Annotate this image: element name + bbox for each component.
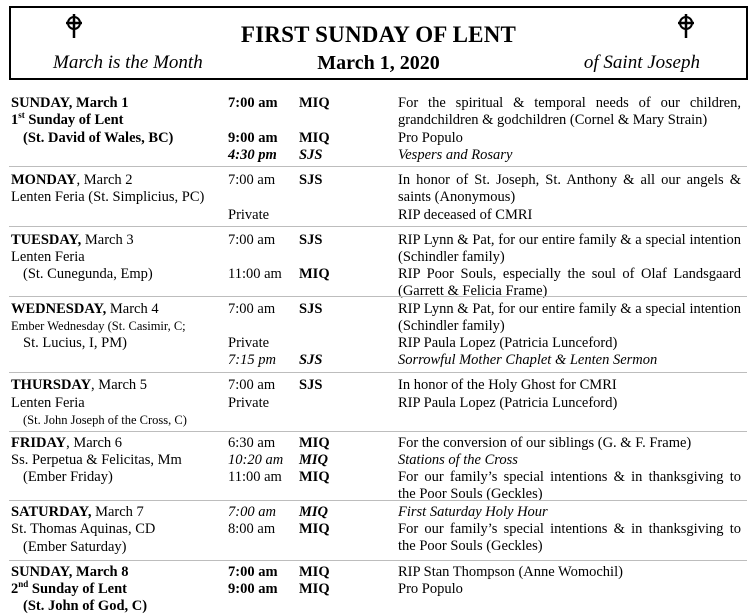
day-heading: MONDAY, March 2 [11, 172, 133, 188]
divider [9, 296, 747, 297]
mass-time: Private [228, 207, 270, 223]
mass-intention: RIP Paula Lopez (Patricia Lunceford) [398, 395, 618, 411]
mass-location: MIQ [299, 521, 330, 537]
mass-time: 7:00 am [228, 232, 276, 248]
mass-location: SJS [299, 301, 323, 317]
mass-location: MIQ [299, 469, 330, 485]
mass-location: MIQ [299, 564, 330, 580]
ember-day: (Ember Saturday) [23, 539, 127, 555]
day-heading: WEDNESDAY, March 4 [11, 301, 159, 317]
mass-location: MIQ [299, 95, 330, 111]
service-location: SJS [299, 352, 323, 368]
service-location: MIQ [299, 452, 329, 468]
day-heading: SUNDAY, March 8 [11, 564, 129, 580]
divider [9, 166, 747, 167]
mass-time: 7:00 am [228, 301, 276, 317]
service-description: First Saturday Holy Hour [398, 504, 548, 520]
liturgical-day: St. Thomas Aquinas, CD [11, 521, 156, 537]
service-description: Stations of the Cross [398, 452, 518, 468]
mass-time: 8:00 am [228, 521, 276, 537]
liturgical-day: 2nd Sunday of Lent [11, 579, 127, 597]
mass-time: 7:00 am [228, 564, 278, 580]
mass-time: Private [228, 395, 270, 411]
saint-commemoration: (St. Cunegunda, Emp) [23, 266, 153, 282]
service-time: 4:30 pm [228, 147, 277, 163]
mass-intention: In honor of St. Joseph, St. Anthony & all our angels & saints (Anonymous) [398, 172, 741, 205]
mass-intention: RIP Stan Thompson (Anne Womochil) [398, 564, 623, 580]
mass-intention: RIP Poor Souls, especially the soul of Olaf Landsgaard (Garrett & Felicia Frame) [398, 266, 741, 299]
day-heading: SUNDAY, March 1 [11, 95, 129, 111]
mass-time: 11:00 am [228, 266, 282, 282]
mass-location: SJS [299, 377, 323, 393]
mass-location: MIQ [299, 435, 330, 451]
mass-time: 9:00 am [228, 130, 278, 146]
mass-intention: In honor of the Holy Ghost for CMRI [398, 377, 617, 393]
saint-commemoration: (St. John of God, C) [23, 598, 148, 614]
page-title: FIRST SUNDAY OF LENT [240, 22, 517, 47]
day-heading: TUESDAY, March 3 [11, 232, 134, 248]
mass-location: MIQ [299, 266, 330, 282]
month-dedication: March is the Month [53, 52, 203, 73]
mass-time: Private [228, 335, 270, 351]
service-description: Sorrowful Mother Chaplet & Lenten Sermon [398, 352, 658, 368]
mass-location: MIQ [299, 581, 330, 597]
liturgical-day: Lenten Feria (St. Simplicius, PC) [11, 189, 205, 205]
liturgical-day: Ss. Perpetua & Felicitas, Mm [11, 452, 182, 468]
bulletin-date: March 1, 2020 [317, 52, 440, 74]
mass-time: 7:00 am [228, 95, 278, 111]
mass-time: 7:00 am [228, 377, 276, 393]
saint-commemoration: St. Lucius, I, PM) [23, 335, 127, 351]
mass-intention: RIP Lynn & Pat, for our entire family & a special intention (Schindler family) [398, 301, 741, 334]
mass-location: SJS [299, 232, 323, 248]
divider [9, 226, 747, 227]
mass-intention: RIP Paula Lopez (Patricia Lunceford) [398, 335, 618, 351]
liturgical-day: Ember Wednesday (St. Casimir, C; [11, 319, 186, 333]
mass-intention: For our family’s special intentions & in thanksgiving to the Poor Souls (Geckles) [398, 469, 741, 502]
mass-intention: RIP Lynn & Pat, for our entire family & a special intention (Schindler family) [398, 232, 741, 265]
mass-location: SJS [299, 172, 323, 188]
service-time: 7:00 am [228, 504, 276, 520]
mass-time: 11:00 am [228, 469, 282, 485]
service-location: MIQ [299, 504, 329, 520]
service-time: 10:20 am [228, 452, 284, 468]
divider [9, 500, 747, 501]
mass-intention: For the conversion of our siblings (G. & F. Frame) [398, 435, 692, 451]
mass-time: 6:30 am [228, 435, 276, 451]
day-heading: SATURDAY, March 7 [11, 504, 144, 520]
liturgical-day: Lenten Feria [11, 249, 85, 265]
divider [9, 372, 747, 373]
service-description: Vespers and Rosary [398, 147, 513, 163]
mass-intention: Pro Populo [398, 581, 463, 597]
service-time: 7:15 pm [228, 352, 276, 368]
mass-location: MIQ [299, 130, 330, 146]
day-heading: FRIDAY, March 6 [11, 435, 123, 451]
mass-time: 9:00 am [228, 581, 278, 597]
mass-intention: For the spiritual & temporal needs of our children, grandchildren & godchildren (Cornel & Mary Strain) [398, 95, 741, 128]
service-location: SJS [299, 147, 323, 163]
saint-commemoration: (St. John Joseph of the Cross, C) [23, 413, 187, 427]
divider [9, 560, 747, 561]
bulletin-header [9, 6, 748, 80]
mass-time: 7:00 am [228, 172, 276, 188]
liturgical-day: 1st Sunday of Lent [11, 110, 124, 128]
mass-intention: RIP deceased of CMRI [398, 207, 533, 223]
ember-day: (Ember Friday) [23, 469, 113, 485]
day-heading: THURSDAY, March 5 [11, 377, 148, 393]
liturgical-day: Lenten Feria [11, 395, 85, 411]
mass-intention: Pro Populo [398, 130, 463, 146]
month-patron: of Saint Joseph [583, 52, 700, 73]
divider [9, 431, 747, 432]
mass-intention: For our family’s special intentions & in thanksgiving to the Poor Souls (Geckles) [398, 521, 741, 554]
saint-commemoration: (St. David of Wales, BC) [23, 130, 174, 146]
